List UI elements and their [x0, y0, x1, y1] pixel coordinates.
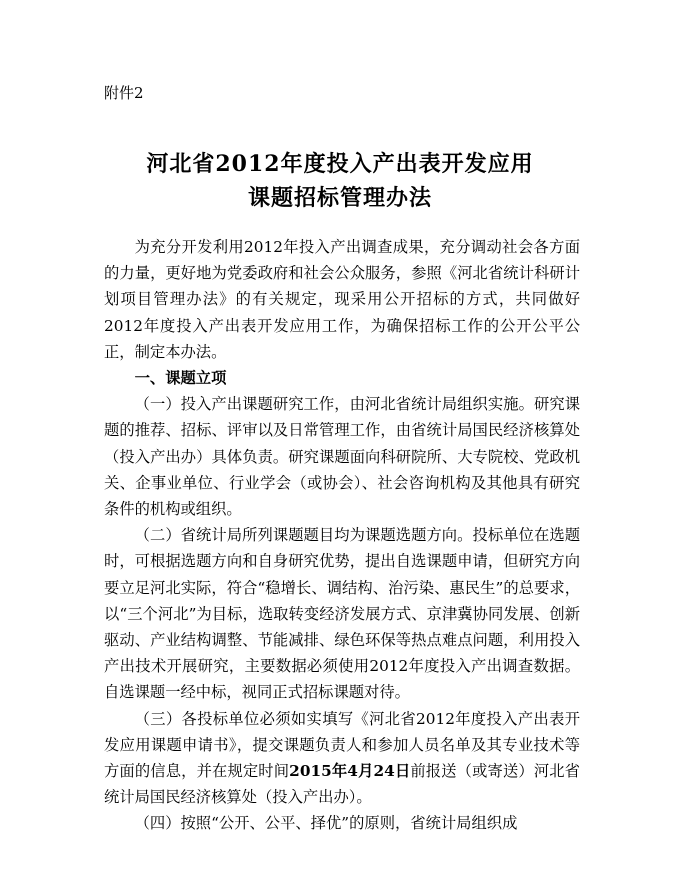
section-heading-1: 一、课题立项: [134, 369, 227, 388]
intro-paragraph: 为充分开发利用2012年投入产出调查成果，充分调动社会各方面的力量，更好地为党委政府和社会公众服务，参照《河北省统计科研计划项目管理办法》的有关规定，现采用公开招标的方式，共同做好2012年度投入产出表开发应用工作，为确保招标工作的公开公平公正，制定本办法。: [104, 238, 580, 361]
paragraph-3: [104, 706, 580, 811]
document-title-line-2: 课题招标管理办法: [247, 185, 432, 211]
attachment-label: 附件2: [104, 84, 144, 102]
paragraph-2: （二）省统计局所列课题题目均为课题选题方向。投标单位在选题时，可根据选题方向和自身研究优势，提出自选课题申请，但研究方向要立足河北实际，符合“稳增长、调结构、治污染、惠民生”的总要求，以“三个河北”为目标，选取转变经济发展方式、京津冀协同发展、创新驱动、产业结构调整、节能减排、绿色环保等热点难点问题，利用投入产出技术开展研究，主要数据必须使用2012年度投入产出调查数据。自选课题一经中标，视同正式招标课题对待。: [104, 526, 580, 702]
paragraph-4: （四）按照“公开、公平、择优”的原则，省统计局组织成: [134, 814, 518, 833]
deadline-date: 2015年4月24日: [289, 762, 411, 781]
document-body: [104, 234, 580, 837]
paragraph-3-text-a: （三）各投标单位必须如实填写《河北省2012年度投入产出表开发应用课题申请书》，提交课题负责人和参加人员名单及其专业技术等方面的信息，并在规定时间: [104, 709, 580, 781]
paragraph-1: （一）投入产出课题研究工作，由河北省统计局组织实施。研究课题的推荐、招标、评审以及日常管理工作，由省统计局国民经济核算处（投入产出办）具体负责。研究课题面向科研院所、大专院校、党政机关、企事业单位、行业学会（或协会）、社会咨询机构及其他具有研究条件的机构或组织。: [104, 395, 580, 519]
document-title-line-1: 河北省2012年度投入产出表开发应用: [146, 151, 534, 177]
paragraph-3-text-b: 前报送（或寄送）河北省统计局国民经济核算处（投入产出办）。: [104, 762, 580, 807]
